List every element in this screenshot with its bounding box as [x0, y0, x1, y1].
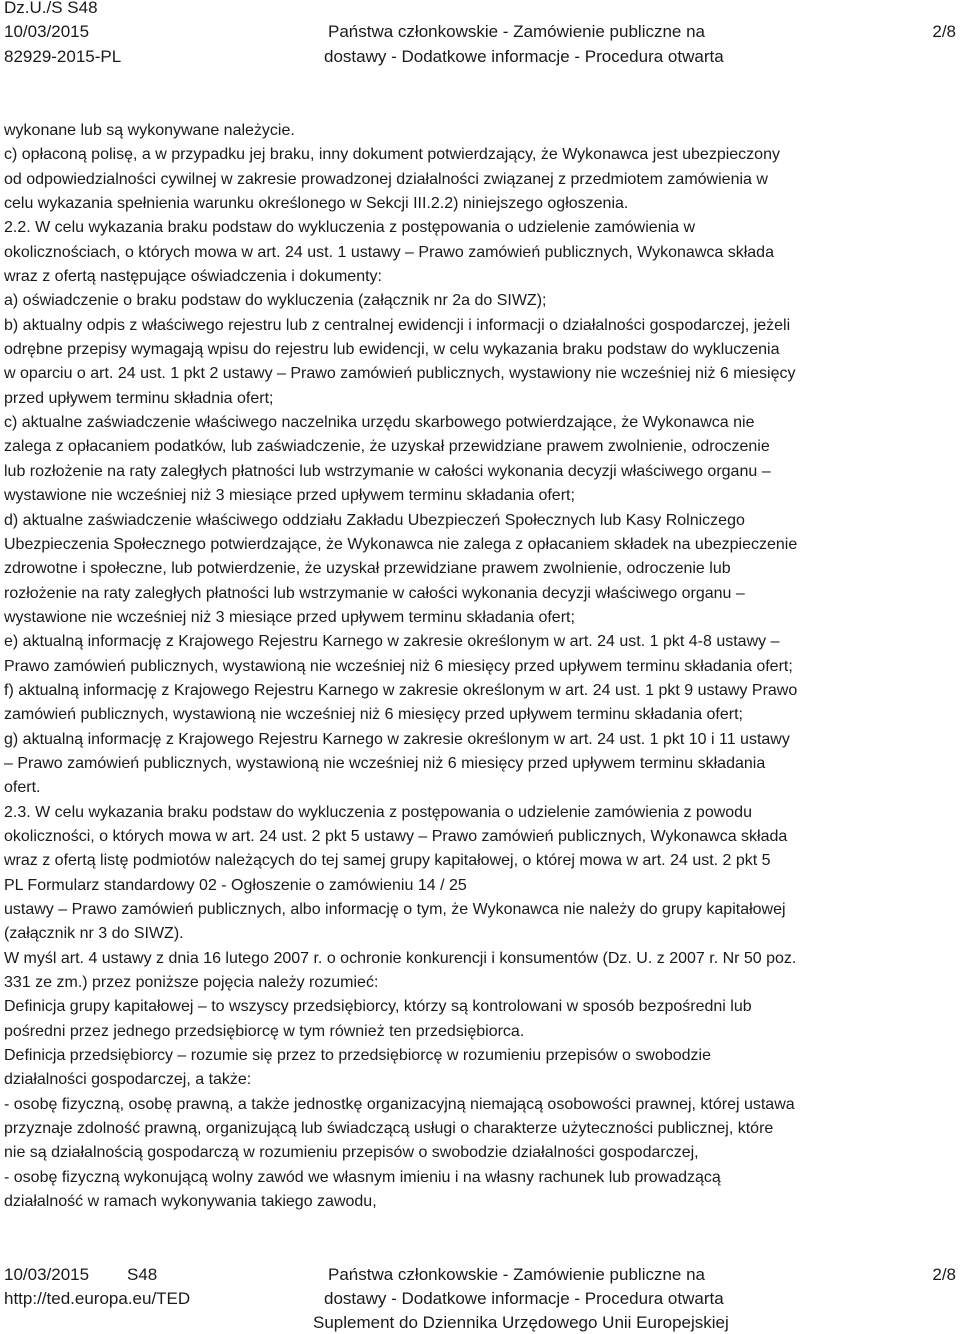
text-line: pośredni przez jednego przedsiębiorcę w tym również ten przedsiębiorca.	[4, 1022, 525, 1040]
footer-page-number: 2/8	[932, 1265, 956, 1284]
text-line: okolicznościach, o których mowa w art. 24 ust. 1 ustawy – Prawo zamówień publicznych, Wykonawca składa	[4, 243, 774, 261]
text-line: odrębne przepisy wymagają wpisu do rejestru lub ewidencji, w celu wykazania braku podstaw do wykluczenia	[4, 341, 780, 359]
text-line: c) opłaconą polisę, a w przypadku jej braku, inny dokument potwierdzający, że Wykonawca jest ubezpieczony	[4, 146, 780, 164]
footer-journal-number: S48	[127, 1265, 158, 1284]
text-line: f) aktualną informację z Krajowego Rejestru Karnego w zakresie określonym w art. 24 ust. 1 pkt 9 ustawy Prawo	[4, 681, 798, 699]
text-line: wraz z ofertą listę podmiotów należących do tej samej grupy kapitałowej, o której mowa w art. 24 ust. 2 pkt 5	[4, 852, 771, 870]
footer-title-line1: Państwa członkowskie - Zamówienie publiczne na	[328, 1265, 706, 1284]
text-line: okoliczności, o których mowa w art. 24 ust. 2 pkt 5 ustawy – Prawo zamówień publicznych, Wykonawca składa	[4, 827, 788, 845]
text-line: - osobę fizyczną wykonującą wolny zawód we własnym imieniu i na własny rachunek lub prowadzącą	[4, 1168, 721, 1186]
footer-title-line3: Suplement do Dziennika Urzędowego Unii Europejskiej	[313, 1313, 729, 1332]
text-line: przyznaje zdolność prawną, organizującą lub świadczącą usługi o charakterze użyteczności publicznej, które	[4, 1120, 774, 1138]
text-line: Definicja grupy kapitałowej – to wszyscy przedsiębiorcy, którzy są kontrolowani w sposób bezpośredni lub	[4, 998, 752, 1016]
text-line: wykonane lub są wykonywane należycie.	[4, 122, 295, 139]
text-line: b) aktualny odpis z właściwego rejestru lub z centralnej ewidencji i informacji o działalności gospodarczej, jeżeli	[4, 316, 791, 334]
text-line: celu wykazania spełnienia warunku określonego w Sekcji III.2.2) niniejszego ogłoszenia.	[4, 195, 629, 213]
text-line: ustawy – Prawo zamówień publicznych, albo informację o tym, że Wykonawca nie należy do grupy kapitałowej	[4, 901, 786, 918]
text-line: e) aktualną informację z Krajowego Rejestru Karnego w zakresie określonym w art. 24 ust. 1 pkt 4-8 ustawy –	[4, 633, 780, 651]
text-line: PL Formularz standardowy 02 - Ogłoszenie o zamówieniu 14 / 25	[4, 876, 467, 894]
page-number: 2/8	[932, 22, 956, 41]
text-line: 2.3. W celu wykazania braku podstaw do wykluczenia z postępowania o udzielenie zamówienia z powodu	[4, 803, 752, 821]
text-line: (załącznik nr 3 do SIWZ).	[4, 925, 184, 943]
text-line: Prawo zamówień publicznych, wystawioną nie wcześniej niż 6 miesięcy przed upływem terminu składania ofert;	[4, 657, 793, 675]
text-line: lub rozłożenie na raty zaległych płatności lub wstrzymanie w całości wykonania decyzji właściwego organu –	[4, 462, 771, 480]
notice-number: 82929-2015-PL	[4, 47, 122, 66]
text-line: działalność w ramach wykonywania takiego zawodu,	[4, 1193, 377, 1211]
footer-date: 10/03/2015	[4, 1265, 90, 1284]
text-line: 2.2. W celu wykazania braku podstaw do wykluczenia z postępowania o udzielenie zamówienia w	[4, 219, 696, 237]
text-line: d) aktualne zaświadczenie właściwego oddziału Zakładu Ubezpieczeń Społecznych lub Kasy Rolniczego	[4, 511, 745, 529]
publication-date: 10/03/2015	[4, 22, 90, 41]
text-line: od odpowiedzialności cywilnej w zakresie prowadzonej działalności związanej z przedmiotem zamówienia w	[4, 170, 768, 188]
text-line: 331 ze zm.) przez poniższe pojęcia należy rozumieć:	[4, 974, 379, 992]
text-line: ofert.	[4, 779, 41, 797]
text-line: wystawione nie wcześniej niż 3 miesiące przed upływem terminu składania ofert;	[4, 608, 575, 626]
text-line: – Prawo zamówień publicznych, wystawioną nie wcześniej niż 6 miesięcy przed upływem terminu składania	[4, 754, 766, 772]
text-line: przed upływem terminu składnia ofert;	[4, 389, 274, 407]
text-line: zalega z opłacaniem podatków, lub zaświadczenie, że uzyskał przewidziane prawem zwolnienie, odroczenie	[4, 438, 770, 456]
text-line: działalności gospodarczej, a także:	[4, 1071, 252, 1089]
text-line: wystawione nie wcześniej niż 3 miesiące przed upływem terminu składania ofert;	[4, 487, 575, 505]
text-line: Ubezpieczenia Społecznego potwierdzające, że Wykonawca nie zalega z opłacaniem składek na ubezpieczenie	[4, 535, 798, 553]
footer-title-line2: dostawy - Dodatkowe informacje - Procedura otwarta	[324, 1289, 724, 1308]
text-line: c) aktualne zaświadczenie właściwego naczelnika urzędu skarbowego potwierdzające, że Wykonawca nie	[4, 414, 755, 432]
text-line: W myśl art. 4 ustawy z dnia 16 lutego 2007 r. o ochronie konkurencji i konsumentów (Dz. U. z 2007 r. Nr 50 poz.	[4, 949, 797, 967]
text-line: wraz z ofertą następujące oświadczenia i dokumenty:	[4, 268, 382, 286]
notice-title-line2: dostawy - Dodatkowe informacje - Procedura otwarta	[324, 47, 724, 66]
text-line: g) aktualną informację z Krajowego Rejestru Karnego w zakresie określonym w art. 24 ust. 1 pkt 10 i 11 ustawy	[4, 730, 790, 748]
footer-url[interactable]: http://ted.europa.eu/TED	[4, 1289, 191, 1308]
text-line: zamówień publicznych, wystawioną nie wcześniej niż 6 miesięcy przed upływem terminu składania ofert;	[4, 706, 743, 724]
document-body	[4, 119, 956, 1214]
journal-reference: Dz.U./S S48	[4, 0, 98, 17]
text-line: - osobę fizyczną, osobę prawną, a także jednostkę organizacyjną niemającą osobowości prawnej, której ustawa	[4, 1095, 795, 1113]
text-line: Definicja przedsiębiorcy – rozumie się przez to przedsiębiorcę w rozumieniu przepisów o swobodzie	[4, 1047, 711, 1065]
notice-title-line1: Państwa członkowskie - Zamówienie publiczne na	[328, 22, 706, 41]
text-line: a) oświadczenie o braku podstaw do wykluczenia (załącznik nr 2a do SIWZ);	[4, 292, 547, 310]
text-line: nie są działalnością gospodarczą w rozumieniu przepisów o swobodzie działalności gospodarczej,	[4, 1144, 699, 1162]
text-line: w oparciu o art. 24 ust. 1 pkt 2 ustawy – Prawo zamówień publicznych, wystawiony nie wcześniej niż 6 miesięcy	[4, 365, 796, 383]
text-line: zdrowotne i społeczne, lub potwierdzenie, że uzyskał przewidziane prawem zwolnienie, odroczenie lub	[4, 560, 731, 578]
text-line: rozłożenie na raty zaległych płatności lub wstrzymanie w całości wykonania decyzji właściwego organu –	[4, 584, 745, 602]
